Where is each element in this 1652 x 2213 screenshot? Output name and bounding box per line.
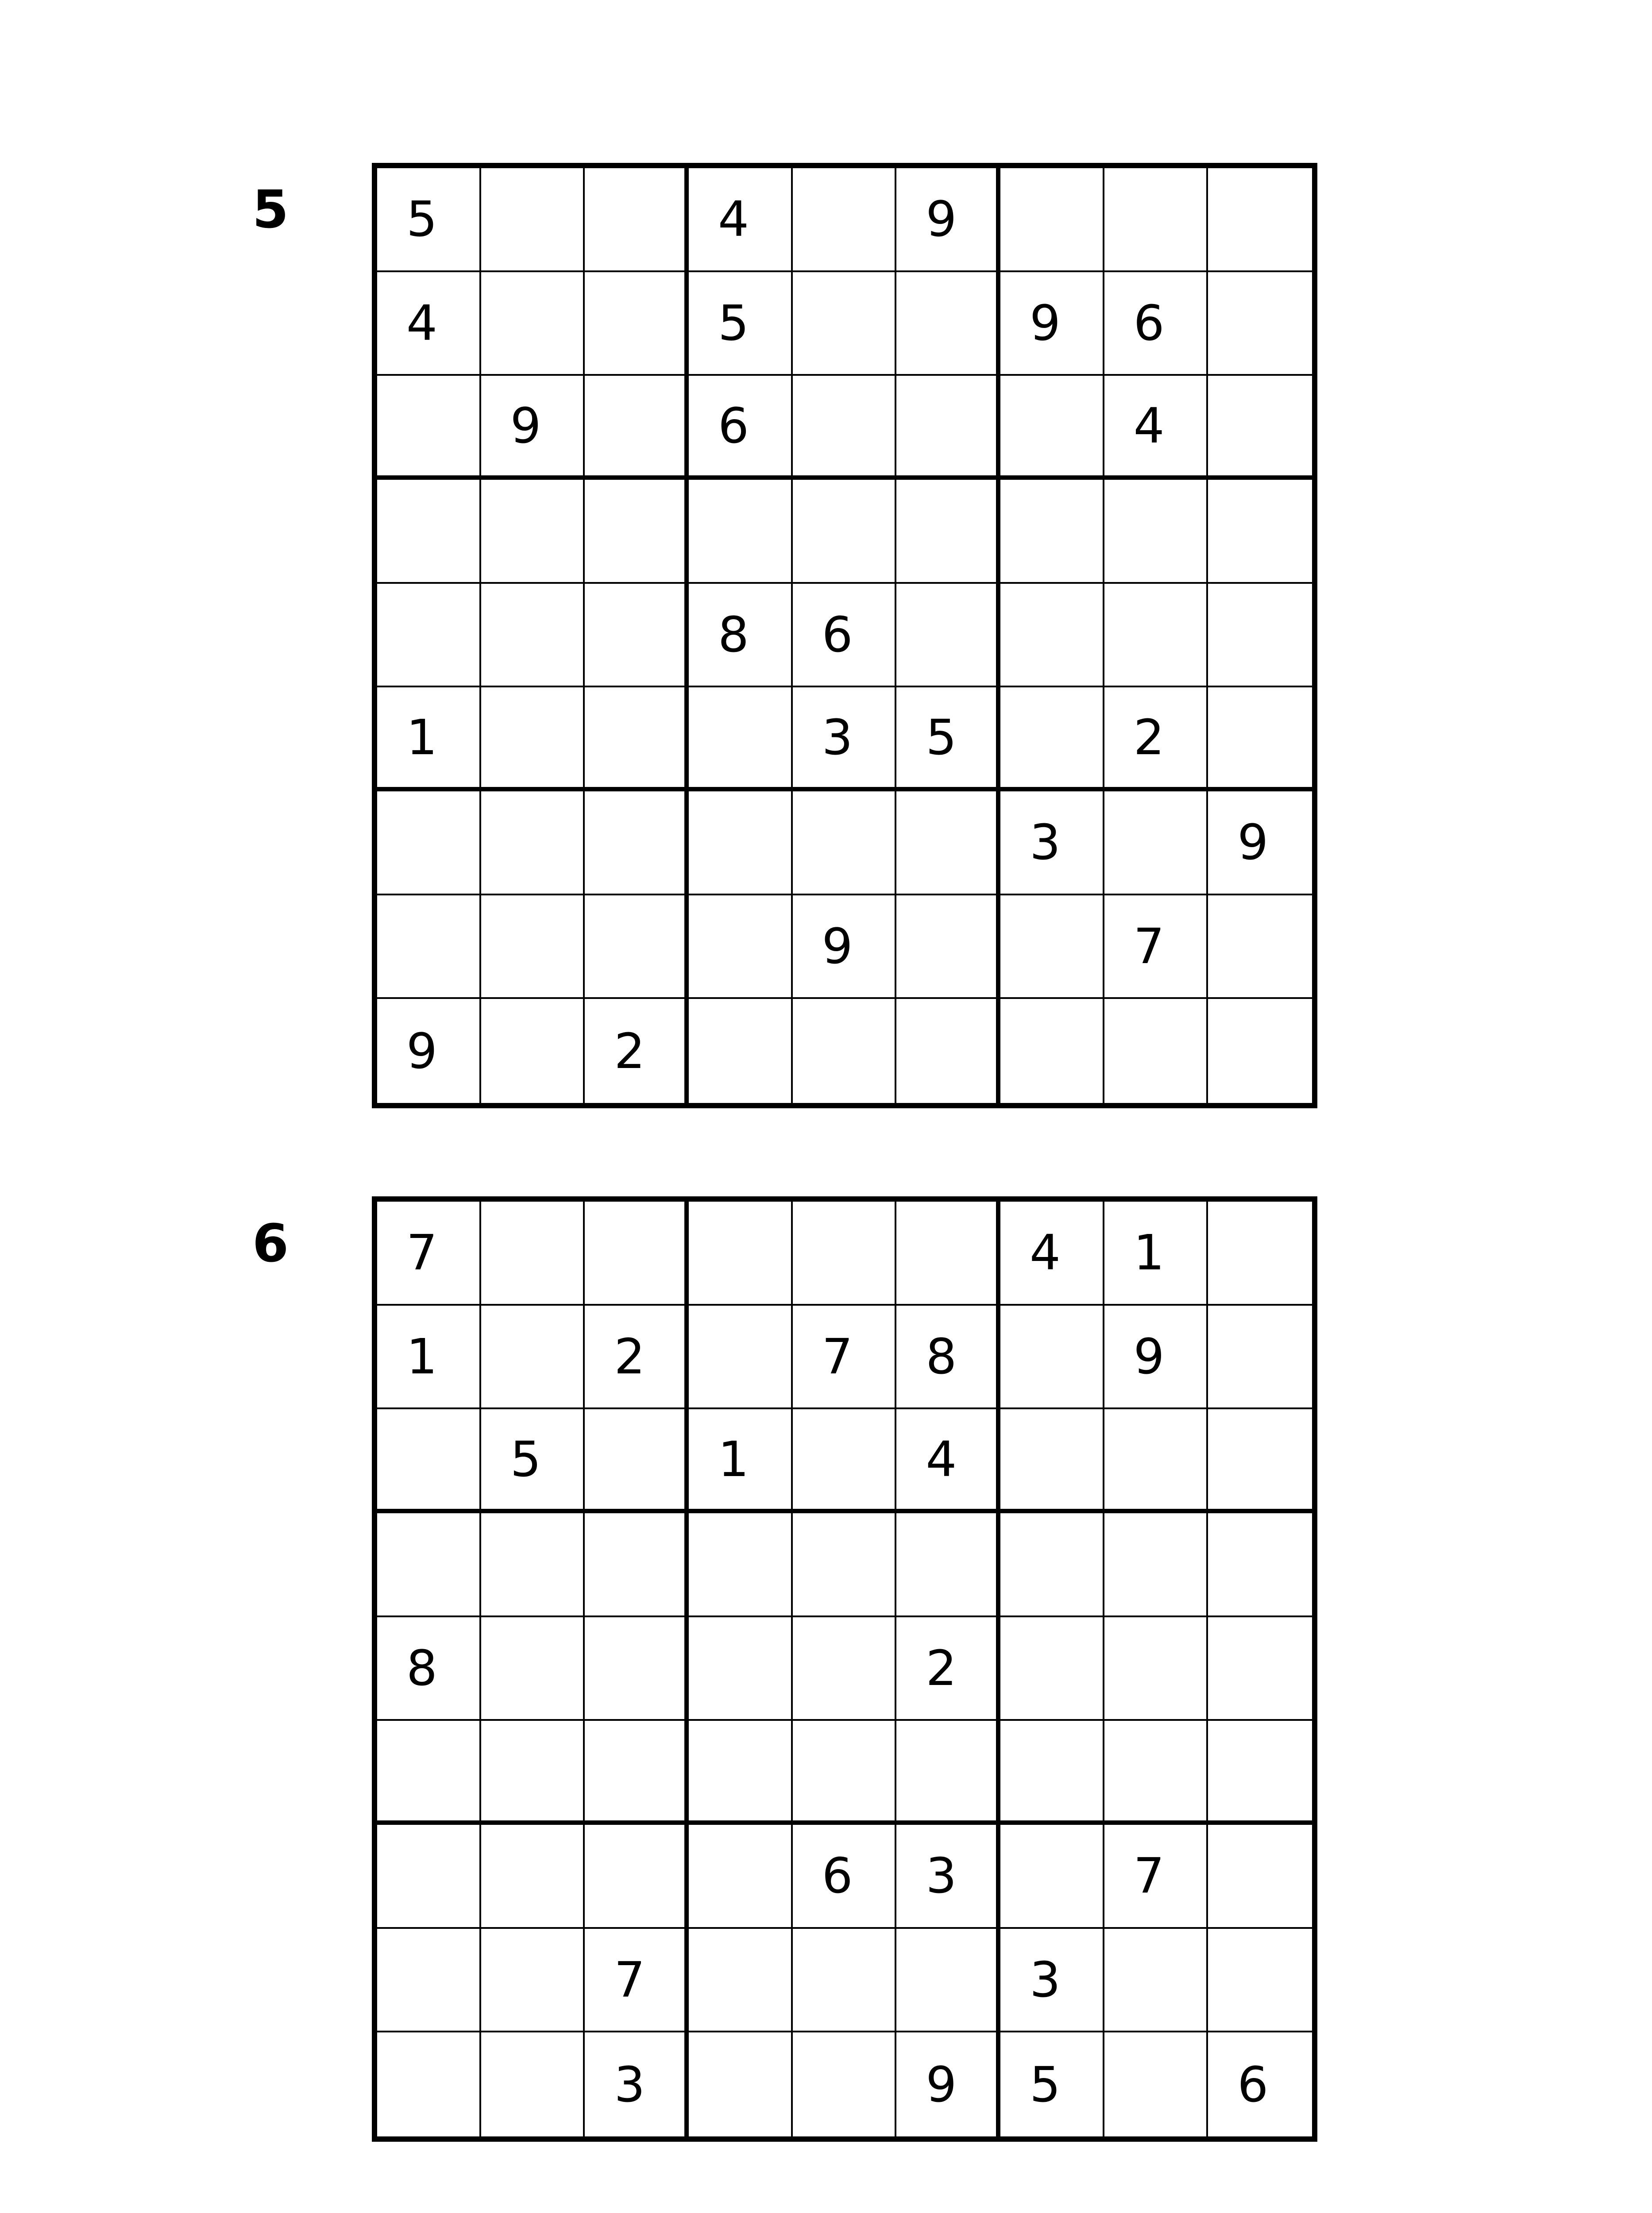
sudoku-cell[interactable] (377, 584, 481, 688)
sudoku-cell[interactable] (377, 1306, 481, 1410)
sudoku-cell[interactable] (1104, 1617, 1208, 1721)
sudoku-cell[interactable] (1208, 1513, 1312, 1617)
cell-digit: 8 (718, 606, 749, 663)
sudoku-cell[interactable] (689, 1409, 793, 1513)
sudoku-cell[interactable] (1104, 1513, 1208, 1617)
sudoku-cell[interactable] (585, 999, 689, 1103)
cell-digit: 6 (718, 397, 749, 454)
sudoku-cell[interactable] (585, 1929, 689, 2033)
sudoku-cell[interactable] (1208, 168, 1312, 272)
sudoku-cell[interactable] (896, 1202, 1000, 1306)
sudoku-cell[interactable] (1208, 687, 1312, 791)
cell-digit: 3 (926, 1847, 957, 1905)
cell-digit: 3 (822, 709, 853, 766)
sudoku-cell[interactable] (481, 584, 585, 688)
sudoku-cell[interactable] (896, 168, 1000, 272)
sudoku-cell[interactable] (896, 1721, 1000, 1825)
sudoku-cell[interactable] (585, 1513, 689, 1617)
sudoku-cell[interactable] (585, 1202, 689, 1306)
sudoku-cell[interactable] (585, 584, 689, 688)
sudoku-cell[interactable] (896, 687, 1000, 791)
sudoku-cell[interactable] (377, 376, 481, 480)
sudoku-cell[interactable] (377, 1929, 481, 2033)
sudoku-grid (372, 1196, 1317, 2142)
sudoku-cell[interactable] (1000, 168, 1104, 272)
sudoku-cell[interactable] (793, 376, 897, 480)
sudoku-cell[interactable] (377, 1721, 481, 1825)
sudoku-cell[interactable] (793, 168, 897, 272)
sudoku-cell[interactable] (585, 1721, 689, 1825)
sudoku-cell[interactable] (481, 895, 585, 999)
sudoku-cell[interactable] (896, 1513, 1000, 1617)
sudoku-cell[interactable] (896, 2032, 1000, 2136)
sudoku-cell[interactable] (377, 1202, 481, 1306)
sudoku-cell[interactable] (585, 272, 689, 376)
cell-digit: 4 (1030, 1224, 1061, 1281)
sudoku-cell[interactable] (1000, 999, 1104, 1103)
sudoku-cell[interactable] (793, 1409, 897, 1513)
cell-digit: 3 (1030, 1951, 1061, 2008)
cell-digit: 9 (926, 2056, 957, 2113)
cell-digit: 5 (718, 294, 749, 351)
sudoku-cell[interactable] (896, 895, 1000, 999)
sudoku-cell[interactable] (481, 1513, 585, 1617)
sudoku-cell[interactable] (481, 1202, 585, 1306)
sudoku-cell[interactable] (793, 1306, 897, 1410)
sudoku-cell[interactable] (377, 480, 481, 584)
sudoku-cell[interactable] (1000, 1202, 1104, 1306)
sudoku-cell[interactable] (481, 1306, 585, 1410)
sudoku-cell[interactable] (896, 584, 1000, 688)
cell-digit: 9 (1133, 1328, 1165, 1385)
sudoku-cell[interactable] (1208, 1202, 1312, 1306)
sudoku-cell[interactable] (585, 791, 689, 895)
cell-digit: 7 (1133, 918, 1165, 975)
cell-digit: 4 (718, 191, 749, 248)
sudoku-cell[interactable] (793, 1721, 897, 1825)
sudoku-cell[interactable] (1000, 1513, 1104, 1617)
sudoku-cell[interactable] (793, 480, 897, 584)
sudoku-cell[interactable] (1104, 168, 1208, 272)
sudoku-cell[interactable] (1000, 687, 1104, 791)
sudoku-cell[interactable] (481, 272, 585, 376)
sudoku-cell[interactable] (377, 1825, 481, 1929)
sudoku-cell[interactable] (793, 1202, 897, 1306)
sudoku-cell[interactable] (1104, 584, 1208, 688)
cell-digit: 8 (926, 1328, 957, 1385)
sudoku-cell[interactable] (896, 1825, 1000, 1929)
sudoku-cell[interactable] (793, 895, 897, 999)
sudoku-cell[interactable] (1208, 895, 1312, 999)
cell-digit: 6 (1237, 2056, 1269, 2113)
sudoku-cell[interactable] (1208, 1721, 1312, 1825)
sudoku-cell[interactable] (585, 480, 689, 584)
sudoku-cell[interactable] (1000, 895, 1104, 999)
sudoku-cell[interactable] (481, 1825, 585, 1929)
sudoku-cell[interactable] (1104, 999, 1208, 1103)
sudoku-cell[interactable] (585, 1409, 689, 1513)
cell-digit: 9 (822, 918, 853, 975)
cell-digit: 1 (1133, 1224, 1165, 1281)
cell-digit: 5 (926, 709, 957, 766)
sudoku-cell[interactable] (1208, 1617, 1312, 1721)
sudoku-cell[interactable] (896, 1306, 1000, 1410)
sudoku-cell[interactable] (896, 1929, 1000, 2033)
sudoku-cell[interactable] (1000, 1306, 1104, 1410)
sudoku-cell[interactable] (1000, 1617, 1104, 1721)
sudoku-cell[interactable] (1208, 999, 1312, 1103)
sudoku-cell[interactable] (481, 2032, 585, 2136)
sudoku-cell[interactable] (793, 687, 897, 791)
cell-digit: 2 (614, 1328, 645, 1385)
sudoku-cell[interactable] (377, 999, 481, 1103)
sudoku-cell[interactable] (1208, 1409, 1312, 1513)
sudoku-cell[interactable] (689, 1617, 793, 1721)
sudoku-cell[interactable] (1208, 1929, 1312, 2033)
sudoku-cell[interactable] (793, 584, 897, 688)
cell-digit: 9 (1030, 294, 1061, 351)
cell-digit: 5 (1030, 2056, 1061, 2113)
cell-digit: 4 (926, 1430, 957, 1488)
sudoku-cell[interactable] (896, 376, 1000, 480)
sudoku-cell[interactable] (481, 687, 585, 791)
sudoku-cell[interactable] (585, 376, 689, 480)
sudoku-cell[interactable] (377, 2032, 481, 2136)
sudoku-cell[interactable] (689, 1929, 793, 2033)
sudoku-cell[interactable] (896, 791, 1000, 895)
sudoku-cell[interactable] (585, 168, 689, 272)
sudoku-cell[interactable] (1000, 1929, 1104, 2033)
sudoku-cell[interactable] (793, 791, 897, 895)
sudoku-cell[interactable] (1104, 687, 1208, 791)
cell-digit: 1 (718, 1430, 749, 1488)
sudoku-cell[interactable] (1104, 272, 1208, 376)
cell-digit: 9 (406, 1022, 437, 1080)
cell-digit: 7 (1133, 1847, 1165, 1905)
cell-digit: 2 (926, 1639, 957, 1696)
cell-digit: 7 (822, 1328, 853, 1385)
sudoku-cell[interactable] (1000, 791, 1104, 895)
cell-digit: 4 (1133, 397, 1165, 454)
sudoku-cell[interactable] (689, 999, 793, 1103)
puzzle-number: 5 (252, 179, 289, 240)
cell-digit: 1 (406, 709, 437, 766)
sudoku-cell[interactable] (689, 687, 793, 791)
sudoku-cell[interactable] (1208, 2032, 1312, 2136)
sudoku-cell[interactable] (481, 376, 585, 480)
sudoku-cell[interactable] (585, 1617, 689, 1721)
sudoku-cell[interactable] (689, 1306, 793, 1410)
sudoku-cell[interactable] (689, 1825, 793, 1929)
sudoku-cell[interactable] (896, 272, 1000, 376)
cell-digit: 6 (822, 1847, 853, 1905)
sudoku-cell[interactable] (793, 1825, 897, 1929)
sudoku-cell[interactable] (481, 1617, 585, 1721)
sudoku-cell[interactable] (1208, 1825, 1312, 1929)
sudoku-cell[interactable] (1000, 1825, 1104, 1929)
sudoku-cell[interactable] (689, 1513, 793, 1617)
sudoku-cell[interactable] (689, 895, 793, 999)
sudoku-cell[interactable] (481, 1929, 585, 2033)
sudoku-cell[interactable] (585, 2032, 689, 2136)
sudoku-cell[interactable] (1208, 272, 1312, 376)
sudoku-cell[interactable] (793, 999, 897, 1103)
sudoku-cell[interactable] (377, 687, 481, 791)
sudoku-cell[interactable] (1104, 1306, 1208, 1410)
sudoku-cell[interactable] (689, 1721, 793, 1825)
sudoku-cell[interactable] (689, 376, 793, 480)
sudoku-cell[interactable] (1000, 1721, 1104, 1825)
puzzle-number: 6 (252, 1213, 289, 1274)
sudoku-cell[interactable] (1104, 791, 1208, 895)
sudoku-cell[interactable] (689, 272, 793, 376)
cell-digit: 3 (614, 2056, 645, 2113)
cell-digit: 9 (1237, 814, 1269, 871)
sudoku-cell[interactable] (377, 272, 481, 376)
sudoku-cell[interactable] (793, 272, 897, 376)
sudoku-cell[interactable] (377, 1513, 481, 1617)
cell-digit: 3 (1030, 814, 1061, 871)
sudoku-cell[interactable] (1000, 584, 1104, 688)
sudoku-cell[interactable] (1000, 1409, 1104, 1513)
sudoku-cell[interactable] (1208, 376, 1312, 480)
cell-digit: 9 (510, 397, 541, 454)
sudoku-cell[interactable] (585, 1306, 689, 1410)
sudoku-cell[interactable] (896, 1617, 1000, 1721)
sudoku-cell[interactable] (1208, 791, 1312, 895)
sudoku-cell[interactable] (793, 2032, 897, 2136)
cell-digit: 7 (406, 1224, 437, 1281)
sudoku-cell[interactable] (1000, 376, 1104, 480)
cell-digit: 5 (510, 1430, 541, 1488)
sudoku-cell[interactable] (896, 480, 1000, 584)
sudoku-cell[interactable] (585, 895, 689, 999)
sudoku-cell[interactable] (689, 584, 793, 688)
sudoku-cell[interactable] (1104, 1202, 1208, 1306)
sudoku-cell[interactable] (896, 1409, 1000, 1513)
sudoku-cell[interactable] (1104, 895, 1208, 999)
cell-digit: 9 (926, 191, 957, 248)
sudoku-cell[interactable] (481, 480, 585, 584)
cell-digit: 2 (1133, 709, 1165, 766)
cell-digit: 6 (1133, 294, 1165, 351)
sudoku-cell[interactable] (1104, 1825, 1208, 1929)
sudoku-cell[interactable] (1208, 480, 1312, 584)
sudoku-cell[interactable] (481, 1409, 585, 1513)
cell-digit: 6 (822, 606, 853, 663)
sudoku-cell[interactable] (1000, 272, 1104, 376)
sudoku-cell[interactable] (1208, 584, 1312, 688)
sudoku-cell[interactable] (377, 168, 481, 272)
sudoku-cell[interactable] (1104, 1409, 1208, 1513)
sudoku-cell[interactable] (689, 480, 793, 584)
cell-digit: 7 (614, 1951, 645, 2008)
sudoku-cell[interactable] (793, 1929, 897, 2033)
sudoku-cell[interactable] (481, 168, 585, 272)
sudoku-cell[interactable] (1000, 480, 1104, 584)
sudoku-cell[interactable] (377, 791, 481, 895)
sudoku-cell[interactable] (585, 687, 689, 791)
sudoku-cell[interactable] (377, 1409, 481, 1513)
sudoku-cell[interactable] (793, 1617, 897, 1721)
sudoku-cell[interactable] (1104, 1721, 1208, 1825)
cell-digit: 4 (406, 294, 437, 351)
sudoku-cell[interactable] (689, 791, 793, 895)
cell-digit: 1 (406, 1328, 437, 1385)
sudoku-cell[interactable] (481, 999, 585, 1103)
sudoku-cell[interactable] (1104, 1929, 1208, 2033)
sudoku-cell[interactable] (481, 791, 585, 895)
sudoku-cell[interactable] (689, 1202, 793, 1306)
sudoku-cell[interactable] (1104, 376, 1208, 480)
sudoku-cell[interactable] (896, 999, 1000, 1103)
sudoku-cell[interactable] (377, 1617, 481, 1721)
sudoku-cell[interactable] (481, 1721, 585, 1825)
sudoku-cell[interactable] (1104, 2032, 1208, 2136)
cell-digit: 5 (406, 191, 437, 248)
sudoku-cell[interactable] (585, 1825, 689, 1929)
cell-digit: 2 (614, 1022, 645, 1080)
sudoku-grid (372, 163, 1317, 1108)
sudoku-cell[interactable] (1208, 1306, 1312, 1410)
sudoku-cell[interactable] (377, 895, 481, 999)
sudoku-cell[interactable] (1000, 2032, 1104, 2136)
sudoku-cell[interactable] (793, 1513, 897, 1617)
sudoku-cell[interactable] (689, 2032, 793, 2136)
sudoku-cell[interactable] (689, 168, 793, 272)
sudoku-cell[interactable] (1104, 480, 1208, 584)
cell-digit: 8 (406, 1639, 437, 1696)
